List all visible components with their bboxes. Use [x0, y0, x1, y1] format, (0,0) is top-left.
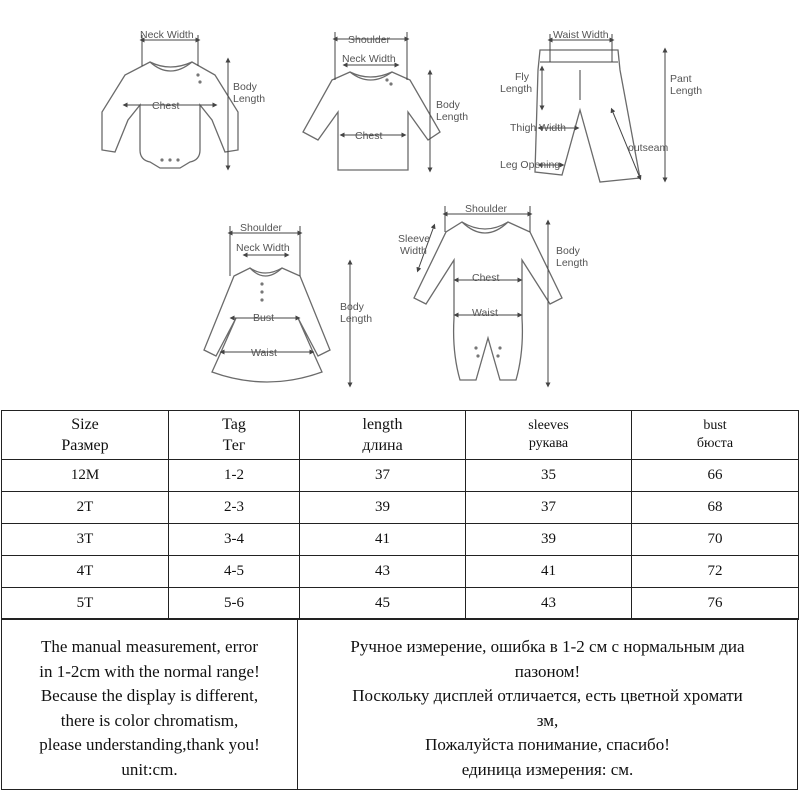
dress-length-label: Length [340, 313, 373, 325]
note-en-line: there is color chromatism, [60, 710, 239, 730]
table-row [2, 492, 799, 524]
note-ru-line: пазоном! [514, 661, 581, 681]
cell-bust: 68 [632, 492, 799, 524]
dress-shoulder-label: Shoulder [240, 222, 283, 234]
pants-thigh-width-label: Thigh Width [510, 122, 567, 134]
note-english [2, 619, 298, 789]
tshirt-chest-label: Chest [355, 130, 383, 142]
cell-bust: 66 [632, 460, 799, 492]
pants-fly-label: Fly [515, 71, 529, 83]
romper-shoulder-label: Shoulder [465, 203, 508, 215]
note-en-line: please understanding,thank you! [39, 735, 260, 754]
cell-length: 41 [300, 524, 466, 556]
cell-length: 37 [300, 460, 466, 492]
cell-size: 12M [2, 460, 169, 492]
cell-tag: 4-5 [169, 556, 300, 588]
dress-body-label: Body [340, 301, 364, 313]
note-ru-line: зм, [536, 710, 559, 730]
romper-chest-label: Chest [472, 272, 500, 284]
cell-size: 5T [2, 588, 169, 620]
bodysuit-chest-label: Chest [152, 100, 180, 112]
cell-sleeves: 43 [466, 588, 632, 620]
table-row [2, 524, 799, 556]
cell-length: 43 [300, 556, 466, 588]
cell-sleeves: 37 [466, 492, 632, 524]
cell-sleeves: 35 [466, 460, 632, 492]
dress-waist-label: Waist [251, 347, 277, 359]
cell-bust: 76 [632, 588, 799, 620]
romper-body-label: Body [556, 245, 580, 257]
pants-pant-label: Pant [670, 73, 692, 85]
note-ru-line: Ручное измерение, ошибка в 1-2 см с нормальным диа [350, 637, 745, 656]
header-bust: bust бюста [632, 411, 799, 460]
note-en-line: Because the display is different, [40, 686, 259, 705]
measurement-notes [1, 618, 798, 790]
romper-length-label: Length [556, 257, 589, 269]
note-en-line: unit:cm. [121, 759, 178, 779]
romper-sleeve-label: Sleeve [398, 233, 431, 245]
dress-diagram [204, 222, 372, 385]
bodysuit-neck-width-label: Neck Width [140, 29, 194, 41]
note-ru-line: Поскольку дисплей отличается, есть цветной хромати [352, 686, 743, 705]
romper-waist-label: Waist [472, 307, 498, 319]
pants-diagram [500, 29, 702, 182]
header-tag: Tag Тег [169, 411, 300, 460]
tshirt-shoulder-label: Shoulder [348, 34, 391, 46]
table-row [2, 556, 799, 588]
cell-bust: 70 [632, 524, 799, 556]
header-length: length длина [300, 411, 466, 460]
pants-outseam-label: outseam [628, 142, 669, 154]
cell-sleeves: 39 [466, 524, 632, 556]
size-chart-table [1, 410, 799, 620]
tshirt-body-label: Body [436, 99, 460, 111]
table-row [2, 460, 799, 492]
pants-pant-length-label: Length [670, 85, 703, 97]
cell-bust: 72 [632, 556, 799, 588]
note-en-line: The manual measurement, error [40, 637, 259, 656]
header-sleeves: sleeves рукава [466, 411, 632, 460]
dress-bust-label: Bust [253, 312, 275, 324]
romper-diagram [398, 203, 588, 385]
tshirt-diagram [303, 32, 468, 170]
table-row [2, 588, 799, 620]
table-header-row [2, 411, 799, 460]
cell-tag: 1-2 [169, 460, 300, 492]
bodysuit-body-label: Body [233, 81, 257, 93]
cell-tag: 5-6 [169, 588, 300, 620]
tshirt-neck-width-label: Neck Width [342, 53, 396, 65]
cell-size: 3T [2, 524, 169, 556]
note-ru-line: Пожалуйста понимание, спасибо! [425, 735, 670, 754]
dress-neck-width-label: Neck Width [236, 242, 290, 254]
cell-tag: 2-3 [169, 492, 300, 524]
pants-leg-opening-label: Leg Opening [500, 159, 561, 171]
note-russian [298, 619, 797, 789]
bodysuit-diagram [102, 29, 265, 168]
tshirt-length-label: Length [436, 111, 469, 123]
romper-width-label: Width [400, 245, 427, 257]
note-ru-line: единица измерения: см. [461, 759, 634, 779]
pants-waist-width-label: Waist Width [553, 29, 609, 41]
pants-fly-length-label: Length [500, 83, 533, 95]
note-en-line: in 1-2cm with the normal range! [39, 661, 260, 681]
cell-length: 39 [300, 492, 466, 524]
cell-size: 2T [2, 492, 169, 524]
cell-length: 45 [300, 588, 466, 620]
bodysuit-length-label: Length [233, 93, 266, 105]
header-size: Size Размер [2, 411, 169, 460]
cell-sleeves: 41 [466, 556, 632, 588]
cell-tag: 3-4 [169, 524, 300, 556]
cell-size: 4T [2, 556, 169, 588]
